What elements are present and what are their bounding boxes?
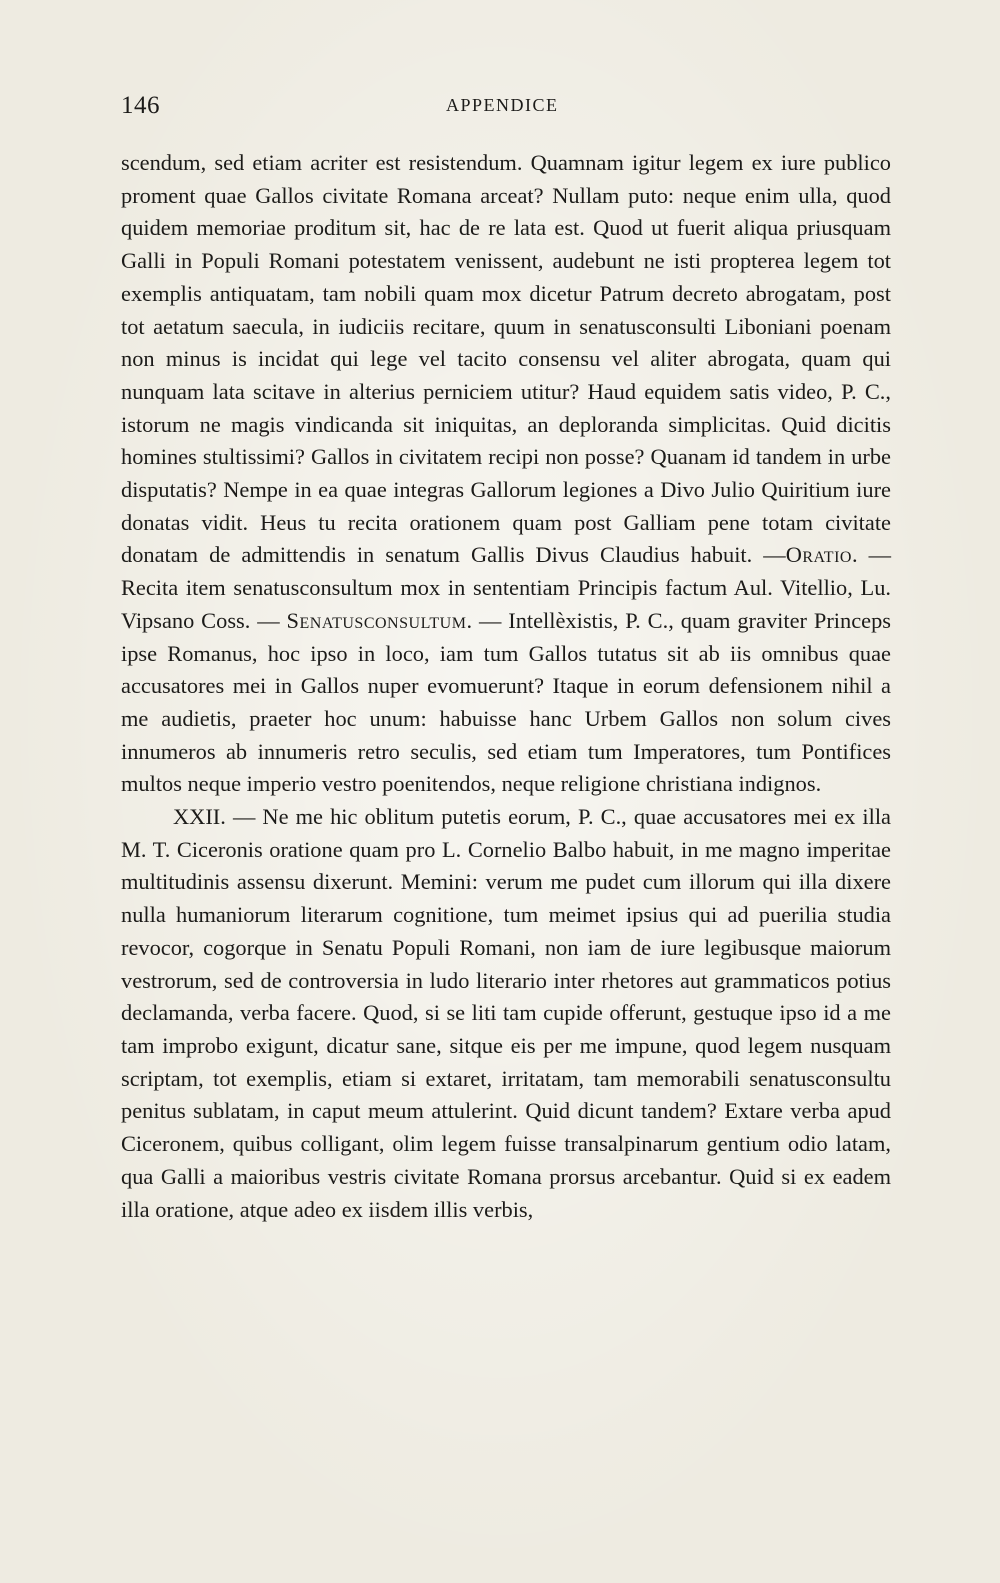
senatusconsultum-smallcaps: Senatusconsultum [286,607,467,633]
paragraph-1 [121,147,891,801]
oratio-smallcaps: Oratio [785,542,852,568]
paragraph-1-text-b: . — Recita item senatusconsultum mox in sententiam Principis factum Aul. Vitellio, Lu. Vipsano Coss. — [121,542,891,633]
paragraph-1-text-a: scendum, sed etiam acriter est resistendum. Quamnam igitur legem ex iure publico proment quae Gallos civitate Romana arceat? Nullam puto: neque enim ulla, quod quidem memoriae proditum sit, hac de re lata est. Quod ut fuerit aliqua priusquam Galli in Populi Romani potestatem venissent, audebunt ne isti propterea legem tot exemplis antiquatam, tam nobili quam mox dicetur Patrum decreto abrogatam, post tot aetatum saecula, in iudiciis recitare, quum in senatusconsulti Liboniani poenam non minus is incidat qui lege vel tacito consensu vel aliter abrogata, quam qui nunquam lata scitave in alterius perniciem utitur? Haud equidem satis video, P. C., istorum ne magis vindicanda sit iniquitas, an deploranda simplicitas. Quid dicitis homines stultissimi? Gallos in civitatem recipi non posse? Quanam id tandem in urbe disputatis? Nempe in ea quae integras Gallorum legiones a Divo Julio Quiritium iure donatas vidit. Heus tu recita orationem quam post Galliam pene totam civitate donatam de admittendis in senatum Gallis Divus Claudius habuit. — [121,150,891,568]
running-head: APPENDICE [446,95,559,115]
paragraph-2: XXII. — Ne me hic oblitum putetis eorum, P. C., quae accusatores mei ex illa M. T. Ciceronis oratione quam pro L. Cornelio Balbo habuit, in me magno imperitae multitudinis assensu dixerunt. Memini: verum me pudet cum illorum qui illa dixere nulla humaniorum literarum cognitione, tum meimet ipsius qui ad puerilia studia revocor, cogorque in Senatu Populi Romani, non iam de iure legibusque maiorum vestrorum, sed de controversia in ludo literario inter rhetores aut grammaticos potius declamanda, verba facere. Quod, si se liti tam cupide offerunt, gestuque ipso id a me tam improbo exigunt, dicatur sane, sitque eis per me impune, quod legem nusquam scriptam, tot exemplis, etiam si extaret, irritatam, tam memorabili senatusconsultu penitus sublatam, in caput meum attulerint. Quid dicunt tandem? Extare verba apud Ciceronem, quibus colligant, olim legem fuisse transalpinarum gentium odio latam, qua Galli a maioribus vestris civitate Romana prorsus arcebantur. Quid si ex eadem illa oratione, atque adeo ex iisdem illis verbis, [121,804,891,1222]
paragraph-1-text-c: . — Intellèxistis, P. C., quam graviter Princeps ipse Romanus, hoc ipso in loco, iam tum Gallos tutatus sit ab iis omnibus quae accusatores mei in Gallos nuper evomuerunt? Itaque in eorum defensionem nihil a me audietis, praeter hoc unum: habuisse hanc Urbem Gallos non solum cives innumeros ab innumeris retro seculis, sed etiam tum Imperatores, tum Pontifices multos neque imperio vestro poenitendos, neque religione christiana indignos. [121,607,891,797]
page-header [121,92,891,124]
body-text [121,147,891,1226]
page-number: 146 [121,92,160,119]
